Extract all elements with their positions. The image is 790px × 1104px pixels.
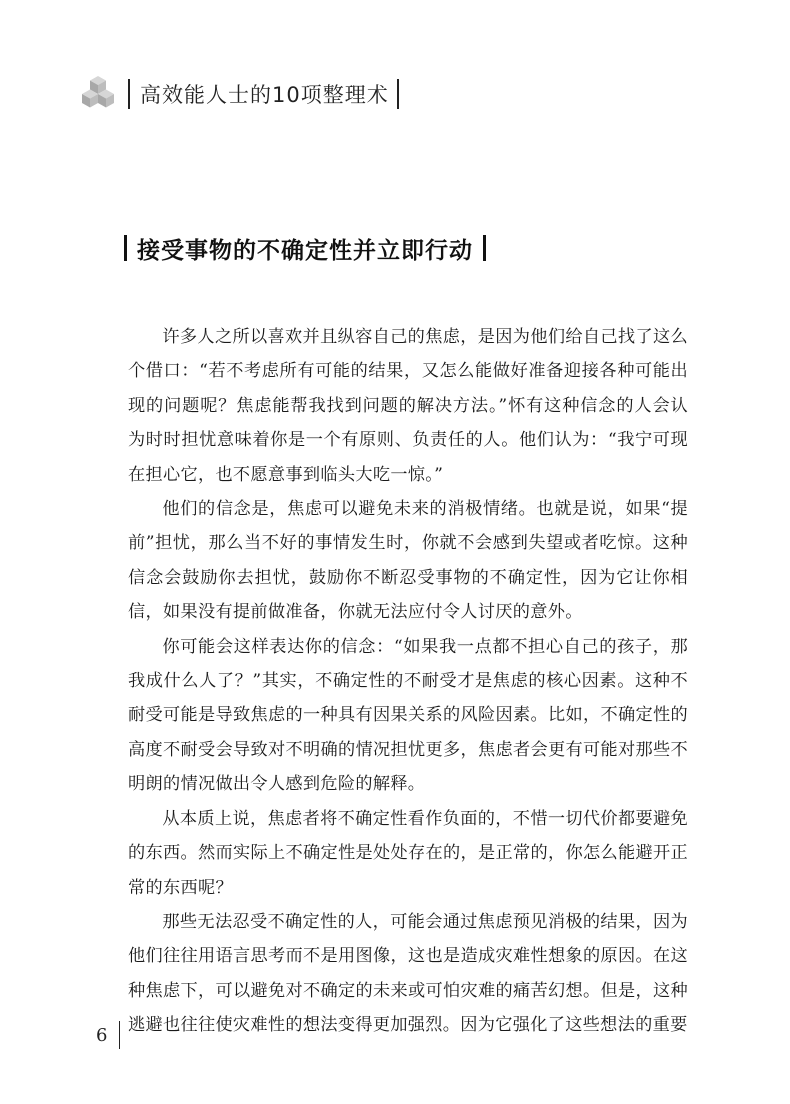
book-title: 高效能人士的10项整理术 [140, 83, 389, 107]
page-footer [96, 1020, 120, 1050]
section-title: 接受事物的不确定性并立即行动 [137, 237, 473, 264]
paragraph: 你可能会这样表达你的信念：“如果我一点都不担心自己的孩子，那我成什么人了？”其实，不确定性的不耐受才是焦虑的核心因素。这种不耐受可能是导致焦虑的一种具有因果关系的风险因素。比如，不确定性的高度不耐受会导致对不明确的情况担忧更多，焦虑者会更有可能对那些不明朗的情况做出令人感到危险的解释。 [128, 636, 688, 795]
cube-stack-icon [78, 74, 118, 114]
heading-divider-left [124, 235, 127, 261]
section-heading [124, 228, 486, 268]
heading-divider-right [483, 235, 486, 261]
paragraph: 他们的信念是，焦虑可以避免未来的消极情绪。也就是说，如果“提前”担忧，那么当不好的事情发生时，你就不会感到失望或者吃惊。这种信念会鼓励你去担忧，鼓励你不断忍受事物的不确定性，因为它让你相信，如果没有提前做准备，你就无法应付令人讨厌的意外。 [128, 499, 688, 623]
header-divider-right [397, 79, 399, 109]
header-divider-left [128, 79, 130, 109]
page-number: 6 [96, 1024, 108, 1046]
paragraph: 那些无法忍受不确定性的人，可能会通过焦虑预见消极的结果，因为他们往往用语言思考而不是用图像，这也是造成灾难性想象的原因。在这种焦虑下，可以避免对不确定的未来或可怕灾难的痛苦幻想。但是，这种逃避也往往使灾难性的想法变得更加强烈。因为它强化了这些想法的重要 [128, 911, 688, 1036]
paragraph: 从本质上说，焦虑者将不确定性看作负面的，不惜一切代价都要避免的东西。然而实际上不确定性是处处存在的，是正常的，你怎么能避开正常的东西呢？ [128, 808, 688, 898]
paragraph: 许多人之所以喜欢并且纵容自己的焦虑，是因为他们给自己找了这么个借口：“若不考虑所有可能的结果，又怎么能做好准备迎接各种可能出现的问题呢？焦虑能帮我找到问题的解决方法。”怀有这种信念的人会认为时时担忧意味着你是一个有原则、负责任的人。他们认为：“我宁可现在担心它，也不愿意事到临头大吃一惊。” [128, 327, 688, 485]
running-header [78, 72, 399, 116]
footer-divider [119, 1021, 120, 1049]
body-text [128, 320, 688, 1043]
